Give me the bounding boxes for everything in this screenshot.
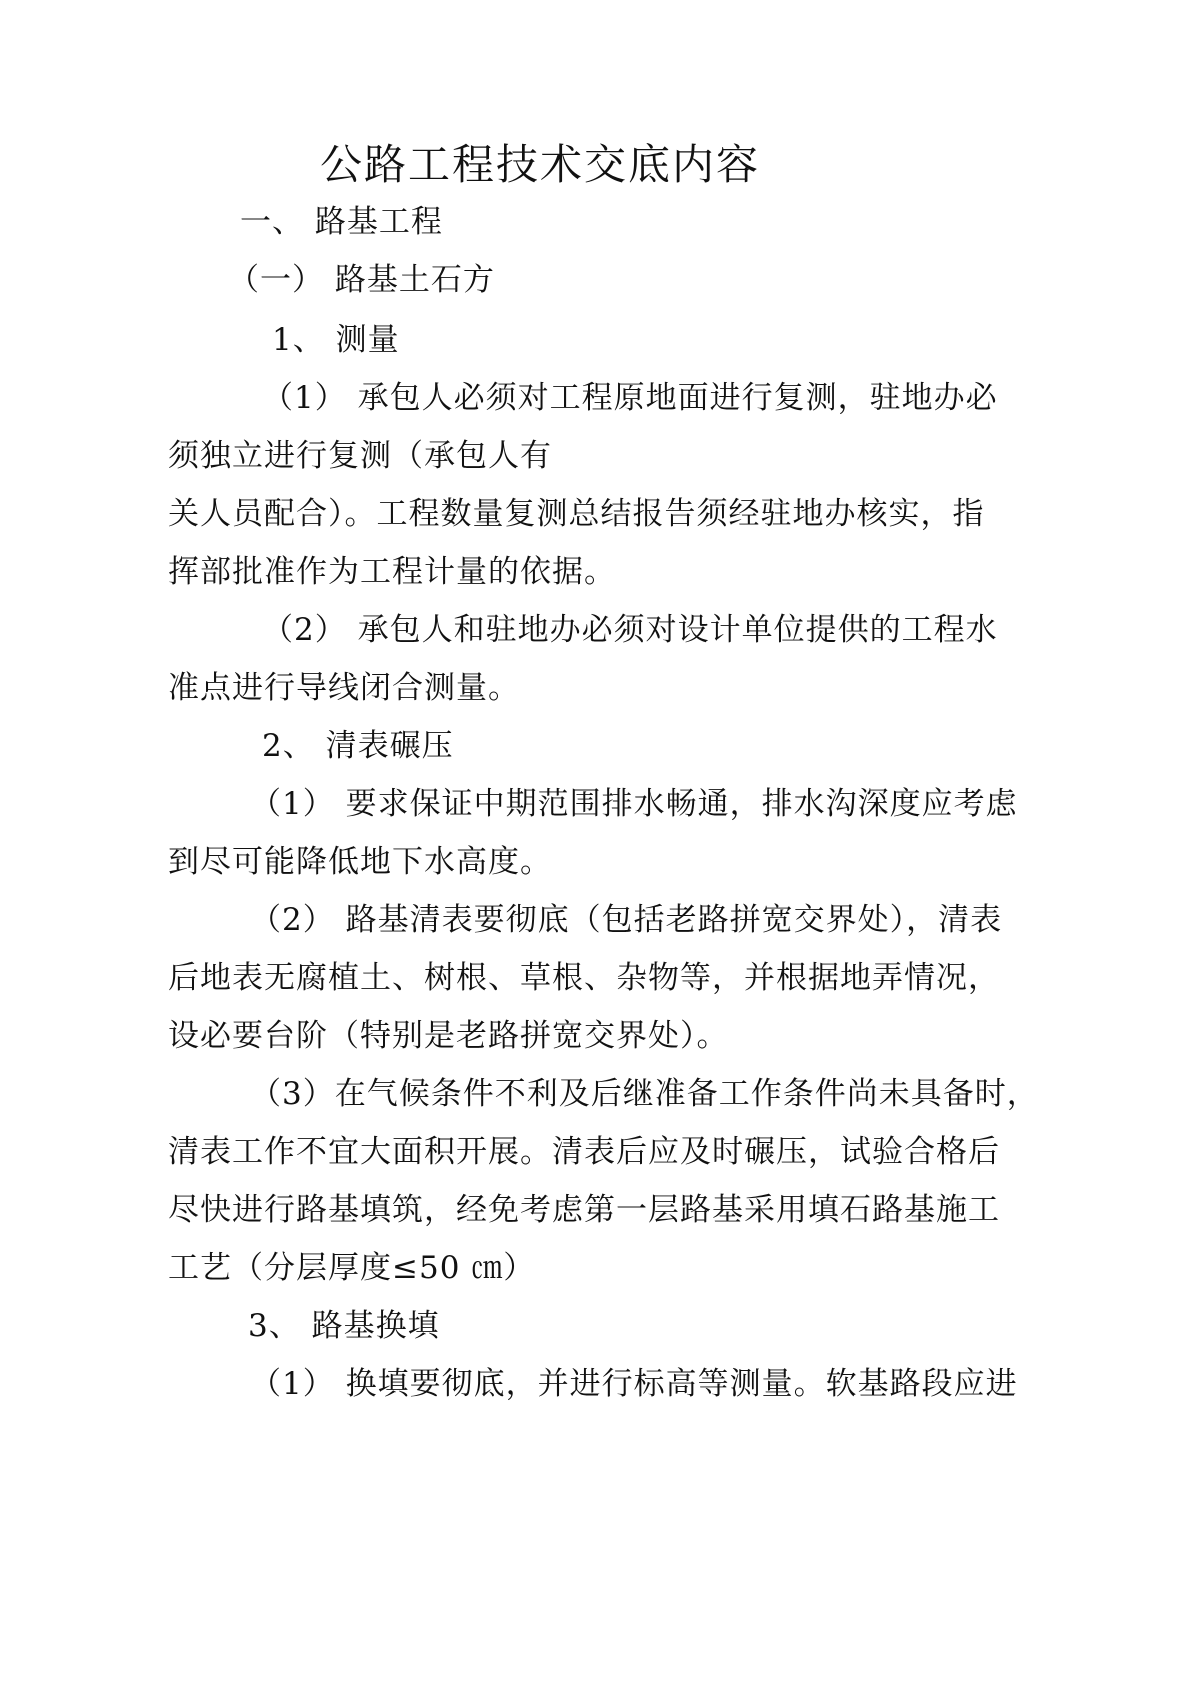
paragraph-line: 清表工作不宜大面积开展。清表后应及时碾压，试验合格后 xyxy=(168,1134,1000,1170)
paragraph-line: 准点进行导线闭合测量。 xyxy=(168,670,520,706)
heading-level3: 3、 路基换填 xyxy=(248,1308,440,1344)
paragraph-line: （1） 承包人必须对工程原地面进行复测，驻地办必 xyxy=(262,380,998,416)
paragraph-line: 挥部批准作为工程计量的依据。 xyxy=(168,554,616,590)
paragraph-line: （1） 要求保证中期范围排水畅通，排水沟深度应考虑 xyxy=(250,786,1018,822)
paragraph-line: 须独立进行复测（承包人有 xyxy=(168,438,552,474)
paragraph-line: 后地表无腐植土、树根、草根、杂物等，并根据地弄情况， xyxy=(168,960,1000,996)
heading-level2: （一） 路基土石方 xyxy=(228,262,495,298)
paragraph-line: 尽快进行路基填筑，经免考虑第一层路基采用填石路基施工 xyxy=(168,1192,1000,1228)
paragraph-line: 到尽可能降低地下水高度。 xyxy=(168,844,552,880)
paragraph-line: 工艺（分层厚度≤50 ㎝） xyxy=(168,1250,536,1286)
paragraph-line: （1） 换填要彻底，并进行标高等测量。软基路段应进 xyxy=(250,1366,1018,1402)
paragraph-line: 设必要台阶（特别是老路拼宽交界处）。 xyxy=(168,1018,729,1054)
heading-level3: 2、 清表碾压 xyxy=(262,728,454,764)
paragraph-line: （2） 承包人和驻地办必须对设计单位提供的工程水 xyxy=(262,612,998,648)
heading-level3: 1、 测量 xyxy=(272,322,400,358)
paragraph-line: （2） 路基清表要彻底（包括老路拼宽交界处），清表 xyxy=(250,902,1003,938)
paragraph-line: （3）在气候条件不利及后继准备工作条件尚未具备时， xyxy=(250,1076,1039,1112)
paragraph-line: 关人员配合）。工程数量复测总结报告须经驻地办核实，指 xyxy=(168,496,985,532)
page-title: 公路工程技术交底内容 xyxy=(320,140,761,189)
heading-level1: 一、 路基工程 xyxy=(240,204,443,240)
